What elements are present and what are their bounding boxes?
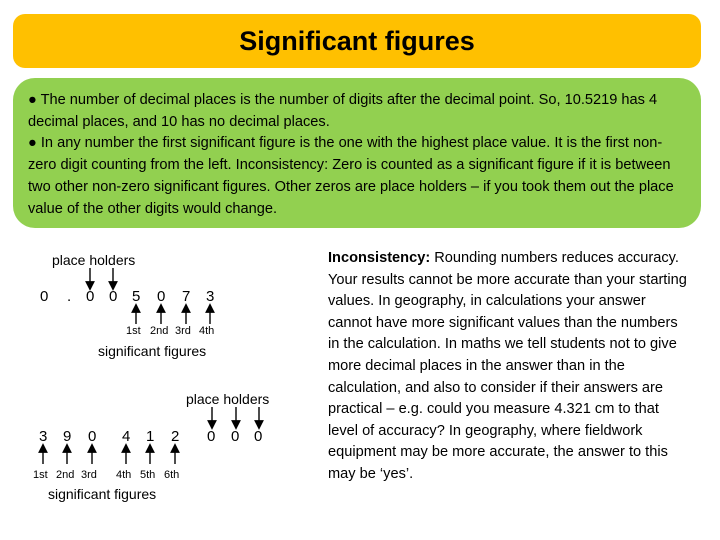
diagram1-decimal-point: . xyxy=(67,288,72,305)
diagram1-digit: 5 xyxy=(132,288,141,305)
diagram2-ordinal: 6th xyxy=(164,469,180,481)
diagram1-digit: 0 xyxy=(109,288,118,305)
diagram1-ordinal: 1st xyxy=(126,325,141,337)
diagram2-significant-figures-label: significant figures xyxy=(48,486,157,502)
diagram1-digit: 0 xyxy=(157,288,166,305)
inconsistency-heading: Inconsistency: xyxy=(328,250,431,266)
diagram2-digit: 3 xyxy=(39,428,48,445)
diagram1-ordinal: 4th xyxy=(199,325,215,337)
title-banner xyxy=(13,14,701,68)
diagram2-digit: 0 xyxy=(88,428,97,445)
diagram2-ordinal: 1st xyxy=(33,469,48,481)
diagram2-digit: 9 xyxy=(63,428,72,445)
diagram2-ordinal: 3rd xyxy=(81,469,97,481)
diagram2-digit: 2 xyxy=(171,428,180,445)
bullet-decimal-places: ● The number of decimal places is the number of digits after the decimal point. So, 10.5219 has 4 decimal places, and 10 has no decimal places. xyxy=(28,92,658,130)
diagram1-placeholders-label: place holders xyxy=(52,252,136,268)
sig-fig-diagram xyxy=(0,236,320,526)
diagram2-ordinal: 2nd xyxy=(56,469,75,481)
diagram2-digit: 1 xyxy=(146,428,155,445)
diagram2-digit: 0 xyxy=(254,428,263,445)
diagram1-digit: 0 xyxy=(40,288,49,305)
diagram2-digit: 0 xyxy=(207,428,216,445)
diagram1-ordinal: 2nd xyxy=(150,325,169,337)
sig-fig-diagram-svg xyxy=(0,236,320,526)
definitions-box xyxy=(13,78,701,228)
diagram1-significant-figures-label: significant figures xyxy=(98,343,207,359)
diagram1-digit: 3 xyxy=(206,288,215,305)
bullet-significant-figures: ● In any number the first significant figure is the one with the highest place value. It is the first non-zero digit counting from the left. Inconsistency: Zero is counted as a significant figure if it is between two other non-zero significant figures. Other zeros are place holders – if you took them out the place value of the other digits would change. xyxy=(28,135,674,217)
inconsistency-paragraph xyxy=(328,248,688,486)
page-title: Significant figures xyxy=(239,25,475,56)
diagram1-digit: 0 xyxy=(86,288,95,305)
diagram2-digit: 4 xyxy=(122,428,131,445)
diagram2-placeholders-label: place holders xyxy=(186,391,270,407)
inconsistency-body: Rounding numbers reduces accuracy. Your results cannot be more accurate than your starting values. In geography, in calculations your answer cannot have more significant values than the numbers in the calculation. In maths we tell students not to give more decimal places in the answer than in the calculation, and also to consider if their answers are practical – e.g. could you measure 4.321 cm to that level of accuracy? In geography, where fieldwork equipment may be more accurate, the answer to this may be ‘yes’. xyxy=(328,250,687,482)
diagram2-ordinal: 4th xyxy=(116,469,132,481)
diagram2-ordinal: 5th xyxy=(140,469,156,481)
diagram1-ordinal: 3rd xyxy=(175,325,191,337)
diagram2-digit: 0 xyxy=(231,428,240,445)
diagram1-digit: 7 xyxy=(182,288,191,305)
